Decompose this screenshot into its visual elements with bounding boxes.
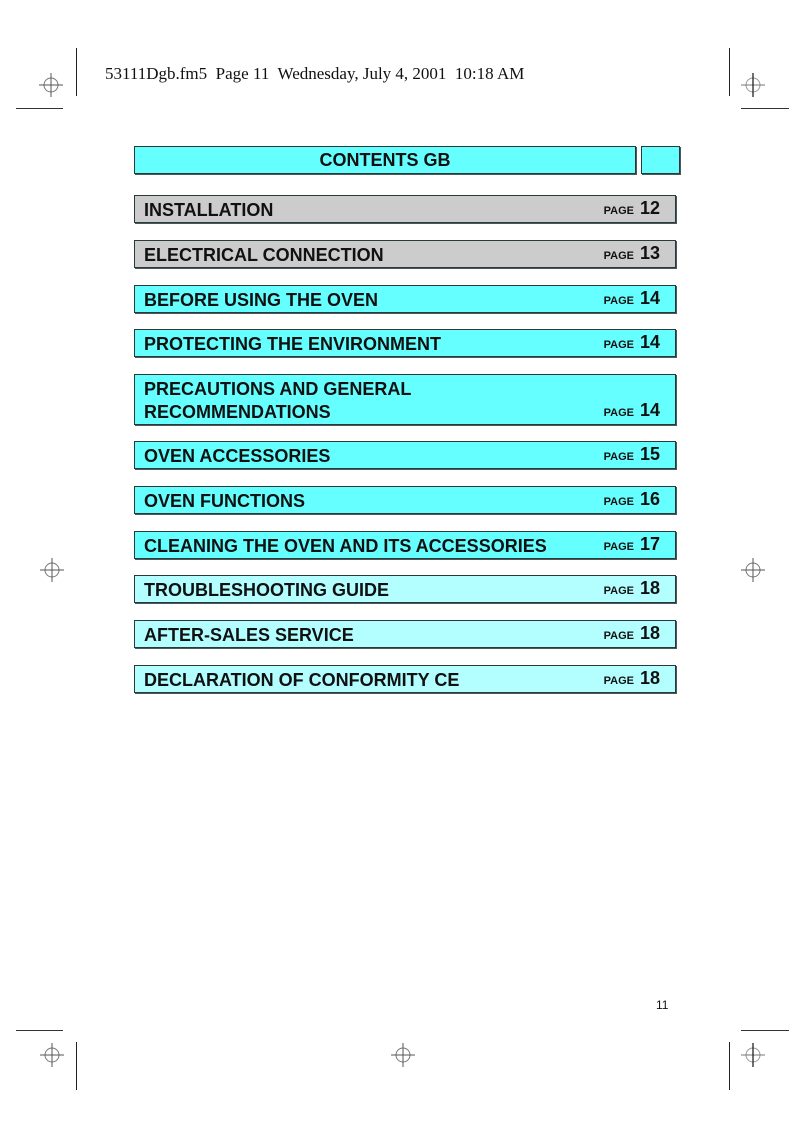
toc-item-page-ref bbox=[604, 198, 660, 219]
toc-item-page-number: 16 bbox=[639, 489, 660, 509]
toc-item-page-ref bbox=[604, 578, 660, 599]
toc-item-label: OVEN ACCESSORIES bbox=[144, 446, 331, 466]
page-word: PAGE bbox=[603, 451, 634, 463]
page-word: PAGE bbox=[603, 295, 634, 307]
toc-item-page-ref bbox=[604, 444, 660, 465]
registration-mark-icon bbox=[740, 557, 766, 583]
toc-item-page-ref bbox=[604, 400, 660, 421]
toc-item-page-number: 14 bbox=[639, 332, 660, 352]
toc-item-troubleshooting-guide[interactable] bbox=[134, 575, 676, 603]
toc-item-page-ref bbox=[604, 288, 660, 309]
toc-item-before-using-the-oven[interactable] bbox=[134, 285, 676, 313]
registration-mark-icon bbox=[390, 1042, 416, 1068]
page-word: PAGE bbox=[603, 541, 634, 553]
page-word: PAGE bbox=[603, 675, 634, 687]
toc-item-page-number: 18 bbox=[639, 668, 660, 688]
registration-mark-icon bbox=[740, 72, 766, 98]
toc-item-page-ref bbox=[604, 668, 660, 689]
toc-item-label bbox=[144, 378, 411, 424]
toc-item-label: TROUBLESHOOTING GUIDE bbox=[144, 580, 390, 600]
toc-item-after-sales-service[interactable] bbox=[134, 620, 676, 648]
toc-item-installation[interactable] bbox=[134, 195, 676, 223]
registration-mark-icon bbox=[38, 72, 64, 98]
toc-item-declaration-of-conformity[interactable] bbox=[134, 665, 676, 693]
registration-mark-icon bbox=[39, 1042, 65, 1068]
toc-item-cleaning-the-oven[interactable] bbox=[134, 531, 676, 559]
toc-item-page-number: 14 bbox=[639, 288, 660, 308]
toc-item-page-ref bbox=[604, 489, 660, 510]
contents-title: CONTENTS GB bbox=[134, 146, 636, 174]
toc-item-label: DECLARATION OF CONFORMITY CE bbox=[144, 670, 460, 690]
crop-mark-top-right-horizontal bbox=[741, 108, 789, 109]
toc-item-page-number: 12 bbox=[639, 198, 660, 218]
toc-item-precautions-and-general-recommendations[interactable] bbox=[134, 374, 676, 425]
page-word: PAGE bbox=[603, 585, 634, 597]
page-word: PAGE bbox=[603, 496, 634, 508]
toc-item-label: OVEN FUNCTIONS bbox=[144, 491, 306, 511]
crop-mark-bottom-left-vertical bbox=[76, 1042, 77, 1090]
toc-item-page-number: 14 bbox=[639, 400, 660, 420]
toc-item-protecting-the-environment[interactable] bbox=[134, 329, 676, 357]
toc-item-page-number: 17 bbox=[639, 534, 660, 554]
crop-mark-top-left-horizontal bbox=[16, 108, 63, 109]
toc-item-page-ref bbox=[604, 534, 660, 555]
toc-item-page-ref bbox=[604, 332, 660, 353]
page-word: PAGE bbox=[603, 630, 634, 642]
contents-title-side-box bbox=[641, 146, 680, 174]
toc-item-oven-functions[interactable] bbox=[134, 486, 676, 514]
toc-item-page-number: 18 bbox=[639, 623, 660, 643]
crop-mark-bottom-right-vertical bbox=[729, 1042, 730, 1090]
page-word: PAGE bbox=[603, 250, 634, 262]
toc-item-page-number: 13 bbox=[639, 243, 660, 263]
toc-item-page-ref bbox=[604, 623, 660, 644]
crop-mark-bottom-right-horizontal bbox=[741, 1030, 789, 1031]
toc-item-electrical-connection[interactable] bbox=[134, 240, 676, 268]
page-word: PAGE bbox=[603, 339, 634, 351]
toc-item-oven-accessories[interactable] bbox=[134, 441, 676, 469]
crop-mark-top-right-vertical bbox=[729, 48, 730, 96]
toc-item-label: AFTER-SALES SERVICE bbox=[144, 625, 354, 645]
registration-mark-icon bbox=[39, 557, 65, 583]
print-header-info: 53111Dgb.fm5 Page 11 Wednesday, July 4, 2001 10:18 AM bbox=[105, 64, 525, 83]
page-word: PAGE bbox=[603, 407, 634, 419]
toc-item-label: CLEANING THE OVEN AND ITS ACCESSORIES bbox=[144, 536, 547, 556]
registration-mark-icon bbox=[740, 1042, 766, 1068]
crop-mark-top-left-vertical bbox=[76, 48, 77, 96]
toc-item-label: ELECTRICAL CONNECTION bbox=[144, 245, 384, 265]
toc-item-label-line1: PRECAUTIONS AND GENERAL bbox=[144, 379, 412, 399]
toc-item-label: BEFORE USING THE OVEN bbox=[144, 290, 379, 310]
page-number: 11 bbox=[656, 998, 669, 1012]
toc-item-label-line2: RECOMMENDATIONS bbox=[144, 402, 331, 422]
toc-item-page-ref bbox=[604, 243, 660, 264]
toc-item-label: INSTALLATION bbox=[144, 200, 274, 220]
toc-item-page-number: 15 bbox=[639, 444, 660, 464]
toc-item-label: PROTECTING THE ENVIRONMENT bbox=[144, 334, 442, 354]
toc-item-page-number: 18 bbox=[639, 578, 660, 598]
page-word: PAGE bbox=[603, 205, 634, 217]
crop-mark-bottom-left-horizontal bbox=[16, 1030, 63, 1031]
